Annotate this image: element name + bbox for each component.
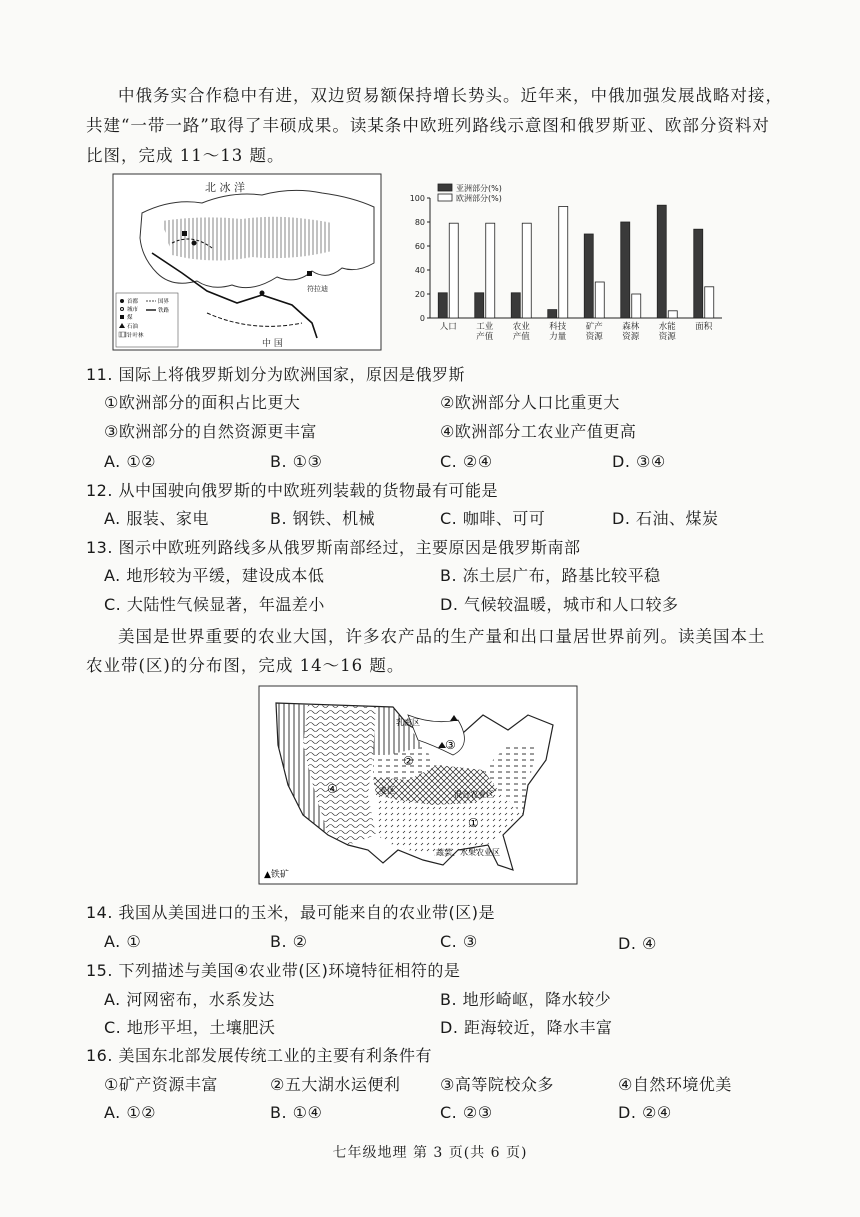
q14-option-a: A. ①	[104, 932, 142, 951]
x-tick-label: 工业	[476, 322, 494, 332]
x-tick-label: 农业	[512, 322, 530, 332]
x-tick-label: 产值	[476, 332, 494, 342]
forest-icon	[119, 332, 126, 337]
us-belt-label-4: ④	[327, 782, 338, 796]
bar-asia	[475, 293, 484, 318]
bar-europe	[668, 311, 677, 318]
q11-statement-4: ④欧洲部分工农业产值更高	[440, 422, 637, 441]
y-tick-label: 40	[414, 266, 425, 275]
legend-city: 城市	[127, 307, 139, 313]
x-tick-label: 人口	[439, 322, 457, 332]
legend-swatch	[438, 184, 452, 191]
question-15-stem: 15. 下列描述与美国④农业带(区)环境特征相符的是	[86, 961, 461, 980]
q13-option-b: B. 冻土层广布，路基比较平稳	[440, 566, 661, 585]
q12-option-c: C. 咖啡、可可	[440, 509, 546, 528]
bar-asia	[694, 229, 703, 318]
china-label: 中 国	[262, 339, 283, 349]
legend-coal: 煤	[127, 315, 133, 321]
q11-option-b: B. ①③	[270, 452, 323, 471]
q15-option-d: D. 距海较近，降水丰富	[440, 1018, 613, 1037]
q14-option-c: C. ③	[440, 932, 478, 951]
legend-swatch	[438, 194, 452, 201]
x-tick-label: 科技	[549, 322, 567, 332]
russia-asia-europe-bar-chart	[400, 180, 730, 348]
us-dairy-label: 乳畜区	[396, 718, 420, 727]
bar-europe	[595, 282, 604, 318]
page-footer: 七年级地理 第 3 页(共 6 页)	[332, 1145, 528, 1161]
us-belt-label-3: ③	[445, 738, 456, 752]
bar-europe	[705, 287, 714, 318]
legend-capital: 首都	[127, 299, 139, 305]
legend-label: 欧洲部分(%)	[456, 194, 502, 203]
q11-option-c: C. ②④	[440, 452, 493, 471]
intro-paragraph-2-line-1: 美国是世界重要的农业大国，许多农产品的生产量和出口量居世界前列。读美国本土	[118, 627, 766, 646]
legend-forest: 针叶林	[127, 333, 144, 339]
us-belt-label-1: ①	[468, 816, 479, 830]
y-tick-label: 60	[414, 242, 425, 251]
question-14-stem: 14. 我国从美国进口的玉米，最可能来自的农业带(区)是	[86, 903, 496, 922]
x-tick-label: 资源	[658, 332, 676, 342]
russia-map-legend	[116, 293, 178, 347]
q15-option-b: B. 地形崎岖，降水较少	[440, 990, 612, 1009]
bar-asia	[511, 293, 520, 318]
x-tick-label: 水能	[658, 322, 676, 332]
q11-statement-2: ②欧洲部分人口比重更大	[440, 393, 620, 412]
legend-oil: 石油	[127, 324, 139, 330]
us-veg-label: 蔬菜、水果农业区	[436, 848, 500, 857]
bar-europe	[449, 223, 458, 318]
question-11-stem: 11. 国际上将俄罗斯划分为欧洲国家，原因是俄罗斯	[86, 365, 466, 384]
bar-asia	[584, 234, 593, 318]
q14-option-b: B. ②	[270, 932, 308, 951]
intro-paragraph-2-line-2: 农业带(区)的分布图，完成 14～16 题。	[86, 656, 405, 675]
x-tick-label: 森林	[622, 322, 640, 332]
q12-option-a: A. 服装、家电	[104, 509, 209, 528]
q16-option-a: A. ①②	[104, 1103, 157, 1122]
bar-europe	[522, 223, 531, 318]
intro-paragraph-1-line-3: 比图，完成 11～13 题。	[86, 146, 285, 165]
bar-asia	[438, 293, 447, 318]
bar-europe	[486, 223, 495, 318]
us-wheat-label: 麦区	[379, 786, 395, 795]
q11-option-a: A. ①②	[104, 452, 157, 471]
q16-option-c: C. ②③	[440, 1103, 493, 1122]
x-tick-label: 资源	[585, 332, 603, 342]
y-tick-label: 0	[419, 314, 425, 323]
intro-paragraph-1-line-2: 共建“一带一路”取得了丰硕成果。读某条中欧班列路线示意图和俄罗斯亚、欧部分资料对	[86, 116, 770, 135]
q11-statement-1: ①欧洲部分的面积占比更大	[104, 393, 301, 412]
q15-option-a: A. 河网密布，水系发达	[104, 990, 275, 1009]
russia-route-map	[112, 173, 382, 351]
q12-option-b: B. 钢铁、机械	[270, 509, 376, 528]
us-belt-label-2: ②	[403, 754, 414, 768]
capital-icon	[120, 299, 124, 303]
q13-option-d: D. 气候较温暖，城市和人口较多	[440, 595, 679, 614]
q16-statement-2: ②五大湖水运便利	[270, 1075, 401, 1094]
q14-option-d: D. ④	[618, 934, 657, 953]
q16-statement-1: ①矿产资源丰富	[104, 1075, 218, 1094]
y-tick-label: 20	[414, 290, 425, 299]
bar-asia	[657, 205, 666, 318]
question-12-stem: 12. 从中国驶向俄罗斯的中欧班列装载的货物最有可能是	[86, 481, 499, 500]
q16-statement-4: ④自然环境优美	[618, 1075, 732, 1094]
intro-paragraph-1-line-1: 中俄务实合作稳中有进，双边贸易额保持增长势头。近年来，中俄加强发展战略对接，	[118, 86, 783, 105]
q15-option-c: C. 地形平坦，土壤肥沃	[104, 1018, 276, 1037]
bar-europe	[559, 206, 568, 318]
legend-border: 国界	[158, 299, 170, 305]
bar-asia	[621, 222, 630, 318]
port-label: 符拉迪	[307, 285, 328, 293]
question-16-stem: 16. 美国东北部发展传统工业的主要有利条件有	[86, 1046, 433, 1065]
x-tick-label: 矿产	[585, 322, 603, 332]
x-tick-label: 力量	[549, 332, 567, 342]
y-tick-label: 80	[414, 218, 425, 227]
us-mixed-label: 混合农业区	[454, 790, 494, 799]
q11-statement-3: ③欧洲部分的自然资源更丰富	[104, 422, 317, 441]
legend-label: 亚洲部分(%)	[456, 184, 502, 193]
bar-europe	[632, 294, 641, 318]
iron-legend: ▲铁矿	[264, 870, 289, 880]
us-agriculture-map	[258, 685, 578, 885]
q16-statement-3: ③高等院校众多	[440, 1075, 554, 1094]
q16-option-b: B. ①④	[270, 1103, 323, 1122]
y-tick-label: 100	[409, 194, 425, 203]
x-tick-label: 产值	[512, 332, 530, 342]
legend-railway: 铁路	[158, 308, 170, 314]
x-tick-label: 面积	[695, 322, 713, 332]
q13-option-a: A. 地形较为平缓，建设成本低	[104, 566, 325, 585]
q16-option-d: D. ②④	[618, 1103, 672, 1122]
q11-option-d: D. ③④	[612, 452, 666, 471]
bar-asia	[548, 310, 557, 318]
q12-option-d: D. 石油、煤炭	[612, 509, 719, 528]
ocean-label: 北 冰 洋	[205, 181, 245, 194]
x-tick-label: 资源	[622, 332, 640, 342]
q13-option-c: C. 大陆性气候显著，年温差小	[104, 595, 325, 614]
question-13-stem: 13. 图示中欧班列路线多从俄罗斯南部经过，主要原因是俄罗斯南部	[86, 538, 581, 557]
coal-icon	[120, 315, 124, 319]
